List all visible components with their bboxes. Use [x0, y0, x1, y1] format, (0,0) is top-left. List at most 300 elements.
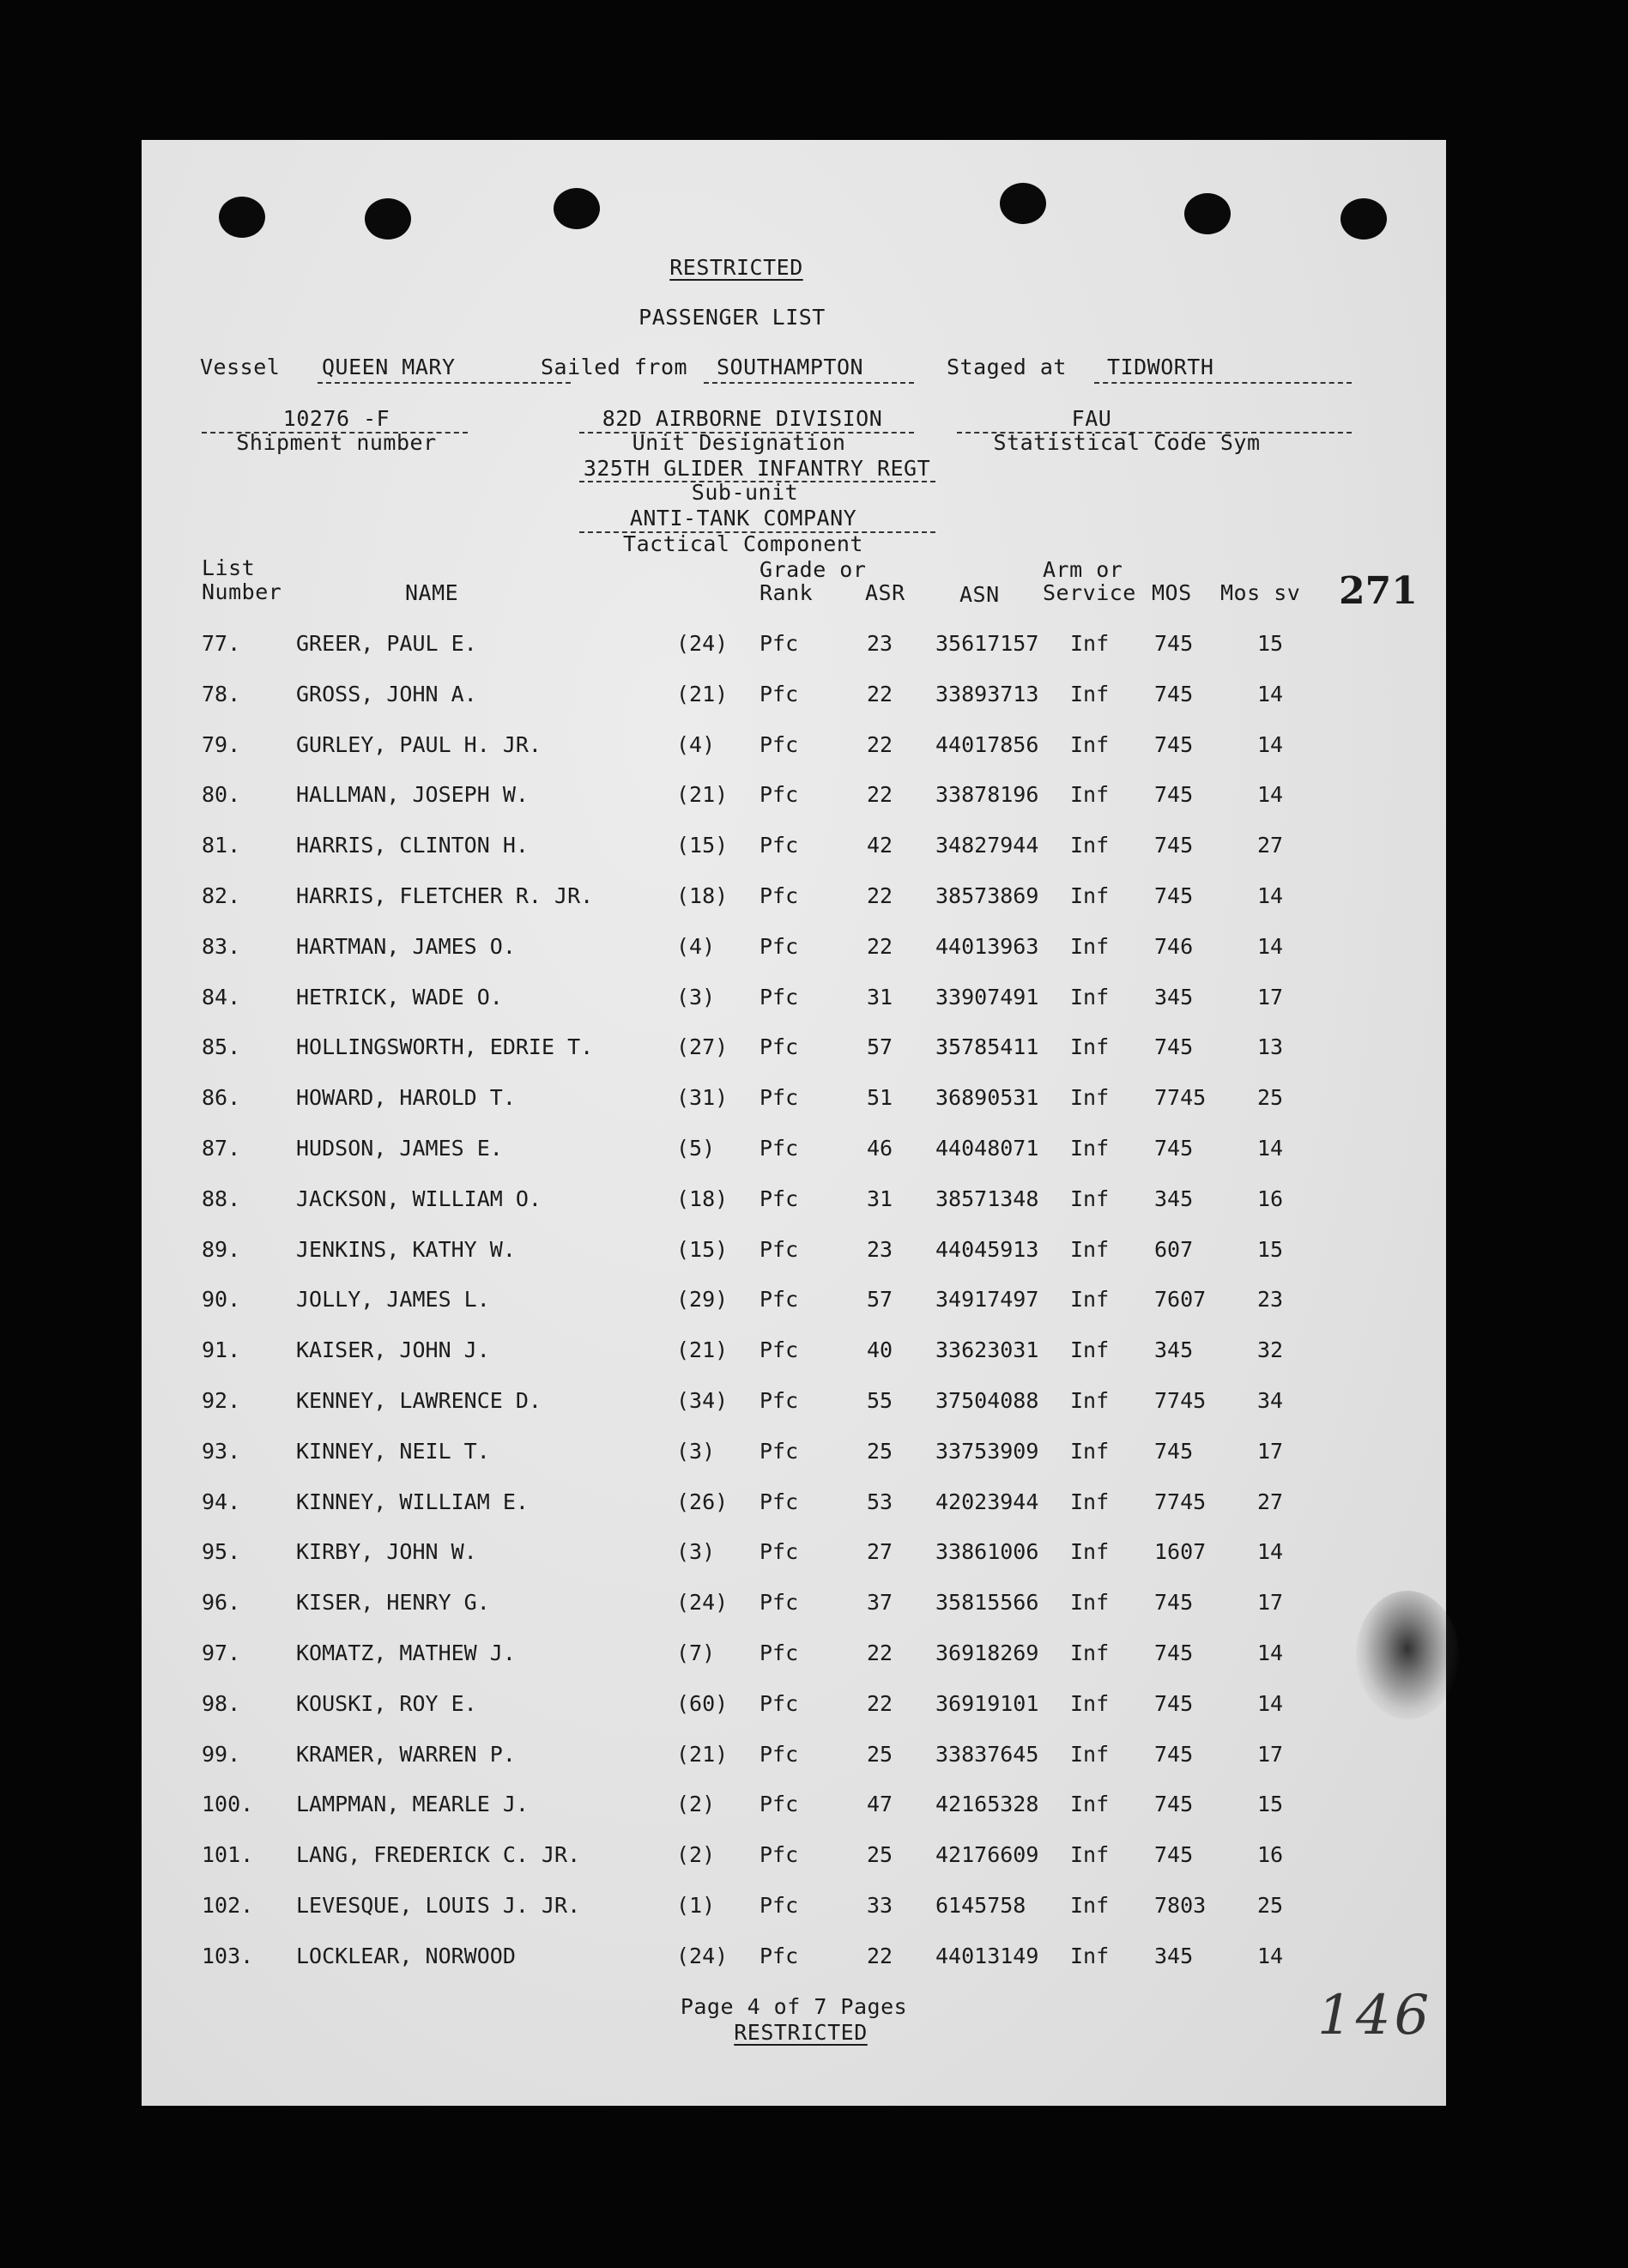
- shipment-number: 10276 -F: [282, 406, 390, 431]
- passenger-code: (27): [676, 1034, 729, 1060]
- grade-rank: Pfc: [760, 1893, 799, 1918]
- table-row: [142, 1287, 1446, 1321]
- arm-service: Inf: [1070, 782, 1110, 808]
- passenger-code: (7): [676, 1640, 716, 1665]
- asn-value: 6145758: [935, 1893, 1026, 1918]
- passenger-name: HOLLINGSWORTH, EDRIE T.: [296, 1034, 594, 1060]
- passenger-name: LAMPMAN, MEARLE J.: [296, 1792, 529, 1817]
- mos-sv-value: 14: [1257, 1690, 1284, 1716]
- col-asr-header: ASR: [865, 580, 905, 605]
- passenger-name: KIRBY, JOHN W.: [296, 1539, 477, 1565]
- arm-service: Inf: [1070, 883, 1110, 908]
- restricted-footer: RESTRICTED: [734, 2020, 868, 2045]
- punch-hole: [1184, 193, 1231, 234]
- grade-rank: Pfc: [760, 1337, 799, 1363]
- passenger-name: KINNEY, NEIL T.: [296, 1438, 490, 1464]
- table-row: [142, 1337, 1446, 1372]
- passenger-code: (18): [676, 883, 729, 908]
- passenger-name: HUDSON, JAMES E.: [296, 1136, 503, 1161]
- arm-service: Inf: [1070, 1842, 1110, 1868]
- vessel-underline: [318, 382, 571, 384]
- list-number: 79.: [202, 731, 241, 757]
- grade-rank: Pfc: [760, 1690, 799, 1716]
- table-row: [142, 883, 1446, 918]
- asn-value: 37504088: [935, 1388, 1039, 1413]
- asr-value: 31: [867, 1186, 893, 1211]
- arm-service: Inf: [1070, 984, 1110, 1010]
- asn-value: 38571348: [935, 1186, 1039, 1211]
- asn-value: 34917497: [935, 1287, 1039, 1313]
- passenger-code: (2): [676, 1842, 716, 1868]
- grade-rank: Pfc: [760, 631, 799, 656]
- arm-service: Inf: [1070, 1085, 1110, 1111]
- asr-value: 22: [867, 883, 893, 908]
- mos-value: 745: [1154, 1842, 1194, 1868]
- asr-value: 57: [867, 1287, 893, 1313]
- passenger-name: KRAMER, WARREN P.: [296, 1741, 516, 1767]
- asn-value: 44013963: [935, 933, 1039, 959]
- passenger-code: (3): [676, 984, 716, 1010]
- mos-value: 745: [1154, 1741, 1194, 1767]
- passenger-name: KENNEY, LAWRENCE D.: [296, 1388, 542, 1413]
- arm-service: Inf: [1070, 731, 1110, 757]
- list-number: 86.: [202, 1085, 241, 1111]
- table-row: [142, 1590, 1446, 1624]
- asn-value: 36890531: [935, 1085, 1039, 1111]
- list-number: 94.: [202, 1489, 241, 1514]
- asr-value: 25: [867, 1842, 893, 1868]
- list-number: 93.: [202, 1438, 241, 1464]
- grade-rank: Pfc: [760, 933, 799, 959]
- table-row: [142, 1186, 1446, 1221]
- list-number: 95.: [202, 1539, 241, 1565]
- arm-service: Inf: [1070, 1489, 1110, 1514]
- asn-value: 36918269: [935, 1640, 1039, 1665]
- passenger-code: (21): [676, 1337, 729, 1363]
- list-number: 90.: [202, 1287, 241, 1313]
- punch-hole: [1000, 183, 1046, 224]
- list-number: 80.: [202, 782, 241, 808]
- passenger-name: KINNEY, WILLIAM E.: [296, 1489, 529, 1514]
- mos-sv-value: 17: [1257, 1741, 1284, 1767]
- col-list-header-2: Number: [202, 579, 282, 604]
- sailed-from-value: SOUTHAMPTON: [717, 355, 864, 379]
- mos-value: 7607: [1154, 1287, 1207, 1313]
- list-number: 82.: [202, 883, 241, 908]
- mos-sv-value: 34: [1257, 1388, 1284, 1413]
- arm-service: Inf: [1070, 1893, 1110, 1918]
- mos-sv-value: 14: [1257, 1943, 1284, 1968]
- mos-sv-value: 32: [1257, 1337, 1284, 1363]
- grade-rank: Pfc: [760, 1085, 799, 1111]
- grade-rank: Pfc: [760, 782, 799, 808]
- asr-value: 22: [867, 681, 893, 706]
- vessel-value: QUEEN MARY: [322, 355, 456, 379]
- list-number: 78.: [202, 681, 241, 706]
- list-number: 103.: [202, 1943, 254, 1968]
- arm-service: Inf: [1070, 1034, 1110, 1060]
- passenger-name: HARRIS, CLINTON H.: [296, 833, 529, 858]
- passenger-code: (31): [676, 1085, 729, 1111]
- col-name-header: NAME: [405, 580, 459, 605]
- table-row: [142, 1439, 1446, 1473]
- mos-value: 745: [1154, 833, 1194, 858]
- passenger-name: GURLEY, PAUL H. JR.: [296, 731, 542, 757]
- table-row: [142, 1388, 1446, 1422]
- grade-rank: Pfc: [760, 1842, 799, 1868]
- table-row: [142, 1136, 1446, 1170]
- list-number: 83.: [202, 933, 241, 959]
- table-row: [142, 1237, 1446, 1271]
- mos-value: 7745: [1154, 1085, 1207, 1111]
- mos-value: 745: [1154, 1136, 1194, 1161]
- arm-service: Inf: [1070, 1438, 1110, 1464]
- mos-value: 745: [1154, 1590, 1194, 1616]
- table-row: [142, 1893, 1446, 1927]
- passenger-code: (1): [676, 1893, 716, 1918]
- sub-unit: 325TH GLIDER INFANTRY REGT: [583, 456, 931, 481]
- mos-sv-value: 13: [1257, 1034, 1284, 1060]
- passenger-code: (60): [676, 1690, 729, 1716]
- table-row: [142, 934, 1446, 968]
- col-arm-header-2: Service: [1043, 580, 1136, 605]
- mos-value: 745: [1154, 1034, 1194, 1060]
- grade-rank: Pfc: [760, 1388, 799, 1413]
- passenger-code: (24): [676, 631, 729, 656]
- mos-sv-value: 25: [1257, 1085, 1284, 1111]
- arm-service: Inf: [1070, 1741, 1110, 1767]
- asn-value: 42165328: [935, 1792, 1039, 1817]
- passenger-code: (21): [676, 782, 729, 808]
- passenger-name: GROSS, JOHN A.: [296, 681, 477, 706]
- passenger-code: (4): [676, 731, 716, 757]
- arm-service: Inf: [1070, 1287, 1110, 1313]
- grade-rank: Pfc: [760, 1640, 799, 1665]
- document-page: [142, 140, 1446, 2106]
- grade-rank: Pfc: [760, 833, 799, 858]
- grade-rank: Pfc: [760, 1792, 799, 1817]
- mos-value: 745: [1154, 1438, 1194, 1464]
- asn-value: 33861006: [935, 1539, 1039, 1565]
- list-number: 88.: [202, 1186, 241, 1211]
- mos-sv-value: 14: [1257, 731, 1284, 757]
- unit-designation-label: Unit Designation: [632, 430, 846, 455]
- restricted-header: RESTRICTED: [669, 255, 803, 280]
- mos-value: 345: [1154, 984, 1194, 1010]
- list-number: 85.: [202, 1034, 241, 1060]
- col-grade-header-1: Grade or: [760, 557, 867, 582]
- list-number: 81.: [202, 833, 241, 858]
- grade-rank: Pfc: [760, 1741, 799, 1767]
- passenger-code: (4): [676, 933, 716, 959]
- mos-value: 607: [1154, 1236, 1194, 1262]
- mos-value: 745: [1154, 1640, 1194, 1665]
- passenger-name: KOMATZ, MATHEW J.: [296, 1640, 516, 1665]
- passenger-code: (26): [676, 1489, 729, 1514]
- arm-service: Inf: [1070, 1640, 1110, 1665]
- table-row: [142, 1085, 1446, 1119]
- mos-sv-value: 17: [1257, 1590, 1284, 1616]
- asr-value: 51: [867, 1085, 893, 1111]
- grade-rank: Pfc: [760, 883, 799, 908]
- mos-sv-value: 14: [1257, 933, 1284, 959]
- passenger-code: (29): [676, 1287, 729, 1313]
- sailed-underline: [704, 382, 914, 384]
- mos-value: 745: [1154, 731, 1194, 757]
- grade-rank: Pfc: [760, 1489, 799, 1514]
- passenger-name: HOWARD, HAROLD T.: [296, 1085, 516, 1111]
- list-number: 101.: [202, 1842, 254, 1868]
- passenger-code: (18): [676, 1186, 729, 1211]
- asn-value: 33623031: [935, 1337, 1039, 1363]
- passenger-name: HARTMAN, JAMES O.: [296, 933, 516, 959]
- page-count: Page 4 of 7 Pages: [680, 1994, 908, 2019]
- passenger-name: LOCKLEAR, NORWOOD: [296, 1943, 516, 1968]
- passenger-name: LANG, FREDERICK C. JR.: [296, 1842, 581, 1868]
- mos-value: 7803: [1154, 1893, 1207, 1918]
- asr-value: 40: [867, 1337, 893, 1363]
- table-row: [142, 833, 1446, 867]
- mos-value: 345: [1154, 1186, 1194, 1211]
- asr-value: 31: [867, 984, 893, 1010]
- list-number: 100.: [202, 1792, 254, 1817]
- list-number: 102.: [202, 1893, 254, 1918]
- table-row: [142, 985, 1446, 1019]
- mos-value: 345: [1154, 1337, 1194, 1363]
- ink-smudge: [1356, 1591, 1459, 1719]
- asn-value: 44048071: [935, 1136, 1039, 1161]
- passenger-name: GREER, PAUL E.: [296, 631, 477, 656]
- arm-service: Inf: [1070, 833, 1110, 858]
- document-title: PASSENGER LIST: [638, 305, 826, 330]
- arm-service: Inf: [1070, 1792, 1110, 1817]
- mos-value: 7745: [1154, 1388, 1207, 1413]
- mos-sv-value: 16: [1257, 1186, 1284, 1211]
- tactical-component-label: Tactical Component: [623, 531, 863, 556]
- arm-service: Inf: [1070, 1388, 1110, 1413]
- passenger-name: KOUSKI, ROY E.: [296, 1690, 477, 1716]
- list-number: 92.: [202, 1388, 241, 1413]
- list-number: 91.: [202, 1337, 241, 1363]
- passenger-name: JOLLY, JAMES L.: [296, 1287, 490, 1313]
- passenger-name: LEVESQUE, LOUIS J. JR.: [296, 1893, 581, 1918]
- staged-underline: [1094, 382, 1352, 384]
- punch-hole: [554, 188, 600, 229]
- asn-value: 38573869: [935, 883, 1039, 908]
- col-grade-header-2: Rank: [760, 580, 814, 605]
- list-number: 97.: [202, 1640, 241, 1665]
- list-number: 77.: [202, 631, 241, 656]
- mos-sv-value: 27: [1257, 1489, 1284, 1514]
- page-stamp: 271: [1339, 569, 1418, 613]
- grade-rank: Pfc: [760, 1034, 799, 1060]
- arm-service: Inf: [1070, 1690, 1110, 1716]
- asn-value: 44017856: [935, 731, 1039, 757]
- passenger-code: (24): [676, 1590, 729, 1616]
- passenger-code: (24): [676, 1943, 729, 1968]
- sailed-from-label: Sailed from: [541, 355, 688, 379]
- asn-value: 36919101: [935, 1690, 1039, 1716]
- table-row: [142, 682, 1446, 716]
- mos-sv-value: 14: [1257, 782, 1284, 808]
- grade-rank: Pfc: [760, 1943, 799, 1968]
- asn-value: 44013149: [935, 1943, 1039, 1968]
- asr-value: 27: [867, 1539, 893, 1565]
- mos-value: 746: [1154, 933, 1194, 959]
- passenger-code: (15): [676, 1236, 729, 1262]
- asr-value: 22: [867, 731, 893, 757]
- passenger-name: HARRIS, FLETCHER R. JR.: [296, 883, 594, 908]
- passenger-code: (21): [676, 681, 729, 706]
- arm-service: Inf: [1070, 681, 1110, 706]
- vessel-label: Vessel: [200, 355, 281, 379]
- grade-rank: Pfc: [760, 1438, 799, 1464]
- mos-sv-value: 14: [1257, 883, 1284, 908]
- col-mos-header: MOS: [1152, 580, 1192, 605]
- arm-service: Inf: [1070, 933, 1110, 959]
- staged-at-label: Staged at: [947, 355, 1067, 379]
- mos-sv-value: 15: [1257, 1792, 1284, 1817]
- mos-value: 745: [1154, 782, 1194, 808]
- list-number: 98.: [202, 1690, 241, 1716]
- table-row: [142, 732, 1446, 767]
- handwritten-number: 146: [1317, 1984, 1433, 2047]
- grade-rank: Pfc: [760, 731, 799, 757]
- punch-hole: [365, 198, 411, 240]
- list-number: 84.: [202, 984, 241, 1010]
- mos-sv-value: 23: [1257, 1287, 1284, 1313]
- grade-rank: Pfc: [760, 984, 799, 1010]
- passenger-code: (3): [676, 1438, 716, 1464]
- asr-value: 33: [867, 1893, 893, 1918]
- table-row: [142, 1842, 1446, 1877]
- tactical-component: ANTI-TANK COMPANY: [629, 506, 857, 531]
- punch-hole: [1341, 198, 1387, 240]
- passenger-name: JACKSON, WILLIAM O.: [296, 1186, 542, 1211]
- col-asn-header: ASN: [959, 582, 1000, 607]
- mos-sv-value: 14: [1257, 681, 1284, 706]
- arm-service: Inf: [1070, 1943, 1110, 1968]
- arm-service: Inf: [1070, 1136, 1110, 1161]
- unit-designation: 82D AIRBORNE DIVISION: [602, 406, 883, 431]
- list-number: 99.: [202, 1741, 241, 1767]
- table-row: [142, 1034, 1446, 1069]
- table-row: [142, 1742, 1446, 1776]
- mos-value: 745: [1154, 681, 1194, 706]
- table-row: [142, 631, 1446, 665]
- statistical-code: FAU: [1071, 406, 1112, 431]
- statistical-code-label: Statistical Code Sym: [993, 430, 1261, 455]
- asn-value: 35617157: [935, 631, 1039, 656]
- mos-sv-value: 15: [1257, 1236, 1284, 1262]
- arm-service: Inf: [1070, 1539, 1110, 1565]
- grade-rank: Pfc: [760, 1539, 799, 1565]
- table-row: [142, 1792, 1446, 1826]
- table-row: [142, 1489, 1446, 1524]
- mos-sv-value: 17: [1257, 1438, 1284, 1464]
- mos-value: 745: [1154, 1690, 1194, 1716]
- grade-rank: Pfc: [760, 1136, 799, 1161]
- asn-value: 33837645: [935, 1741, 1039, 1767]
- asn-value: 42023944: [935, 1489, 1039, 1514]
- passenger-name: KAISER, JOHN J.: [296, 1337, 490, 1363]
- passenger-name: HETRICK, WADE O.: [296, 984, 503, 1010]
- passenger-name: KISER, HENRY G.: [296, 1590, 490, 1616]
- arm-service: Inf: [1070, 1236, 1110, 1262]
- grade-rank: Pfc: [760, 1186, 799, 1211]
- asr-value: 57: [867, 1034, 893, 1060]
- asr-value: 22: [867, 1640, 893, 1665]
- col-arm-header-1: Arm or: [1043, 557, 1123, 582]
- asn-value: 44045913: [935, 1236, 1039, 1262]
- grade-rank: Pfc: [760, 1287, 799, 1313]
- table-row: [142, 1691, 1446, 1725]
- table-row: [142, 1640, 1446, 1675]
- asr-value: 46: [867, 1136, 893, 1161]
- asn-value: 33893713: [935, 681, 1039, 706]
- passenger-code: (3): [676, 1539, 716, 1565]
- grade-rank: Pfc: [760, 681, 799, 706]
- asn-value: 35815566: [935, 1590, 1039, 1616]
- asr-value: 37: [867, 1590, 893, 1616]
- grade-rank: Pfc: [760, 1236, 799, 1262]
- table-row: [142, 782, 1446, 816]
- mos-sv-value: 27: [1257, 833, 1284, 858]
- sub-unit-label: Sub-unit: [691, 480, 799, 505]
- passenger-code: (5): [676, 1136, 716, 1161]
- asr-value: 25: [867, 1741, 893, 1767]
- mos-value: 7745: [1154, 1489, 1207, 1514]
- mos-sv-value: 15: [1257, 631, 1284, 656]
- asr-value: 22: [867, 1943, 893, 1968]
- list-number: 87.: [202, 1136, 241, 1161]
- passenger-code: (2): [676, 1792, 716, 1817]
- mos-sv-value: 16: [1257, 1842, 1284, 1868]
- asr-value: 47: [867, 1792, 893, 1817]
- asr-value: 42: [867, 833, 893, 858]
- table-row: [142, 1944, 1446, 1978]
- list-number: 89.: [202, 1236, 241, 1262]
- asr-value: 22: [867, 782, 893, 808]
- mos-sv-value: 14: [1257, 1640, 1284, 1665]
- col-mos-sv-header: Mos sv: [1220, 580, 1301, 605]
- arm-service: Inf: [1070, 631, 1110, 656]
- passenger-code: (15): [676, 833, 729, 858]
- asn-value: 33753909: [935, 1438, 1039, 1464]
- arm-service: Inf: [1070, 1590, 1110, 1616]
- mos-value: 745: [1154, 883, 1194, 908]
- list-number: 96.: [202, 1590, 241, 1616]
- mos-sv-value: 17: [1257, 984, 1284, 1010]
- asn-value: 42176609: [935, 1842, 1039, 1868]
- punch-hole: [219, 197, 265, 238]
- asr-value: 55: [867, 1388, 893, 1413]
- asr-value: 23: [867, 631, 893, 656]
- passenger-code: (34): [676, 1388, 729, 1413]
- col-list-header-1: List: [202, 555, 256, 580]
- asr-value: 22: [867, 933, 893, 959]
- grade-rank: Pfc: [760, 1590, 799, 1616]
- mos-sv-value: 14: [1257, 1136, 1284, 1161]
- asr-value: 53: [867, 1489, 893, 1514]
- passenger-name: JENKINS, KATHY W.: [296, 1236, 516, 1262]
- asr-value: 25: [867, 1438, 893, 1464]
- asr-value: 22: [867, 1690, 893, 1716]
- asn-value: 35785411: [935, 1034, 1039, 1060]
- staged-at-value: TIDWORTH: [1107, 355, 1214, 379]
- table-row: [142, 1539, 1446, 1574]
- passenger-name: HALLMAN, JOSEPH W.: [296, 782, 529, 808]
